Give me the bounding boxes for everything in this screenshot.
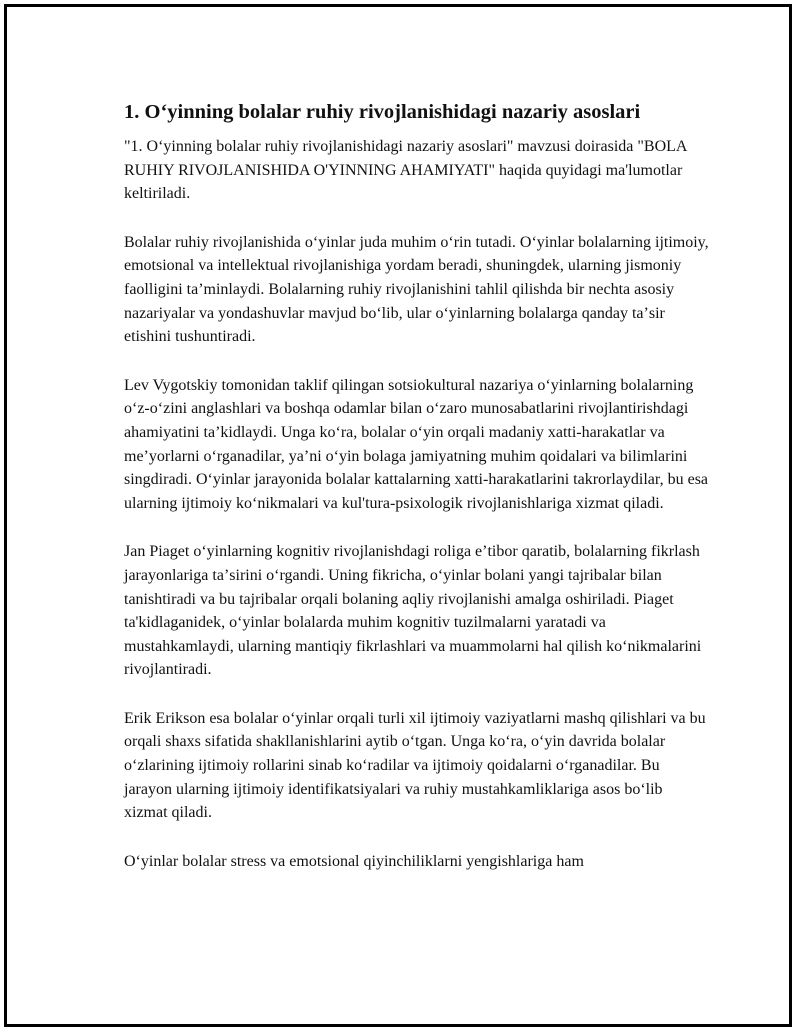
paragraph-piaget: Jan Piaget oʻyinlarning kognitiv rivojlanishdagi roliga eʼtibor qaratib, bolalarning fikrlash jarayonlariga taʼsirini oʻrgandi. Uning fikricha, oʻyinlar bolani yangi tajribalar bilan tanishtiradi va bu tajribalar orqali bolaning aqliy rivojlanishi amalga oshiriladi. Piaget ta'kidlaganidek, oʻyinlar bolalarda muhim kognitiv tuzilmalarni yaratadi va mustahkamlaydi, ularning mantiqiy fikrlashlari va muammolarni hal qilish koʻnikmalarini rivojlantiradi. (124, 543, 702, 679)
paragraph-erikson: Erik Erikson esa bolalar oʻyinlar orqali turli xil ijtimoiy vaziyatlarni mashq qilishlari va bu orqali shaxs sifatida shakllanishlarini aytib oʻtgan. Unga koʻra, oʻyin davrida bolalar oʻzlarining ijtimoiy rollarini sinab koʻradilar va ijtimoiy qoidalarni oʻrganadilar. Bu jarayon ularning ijtimoiy identifikatsiyalari va ruhiy mustahkamliklariga asos boʻlib xizmat qiladi. (124, 709, 706, 822)
paragraph-intro: "1. Oʻyinning bolalar ruhiy rivojlanishidagi nazariy asoslari" mavzusi doirasida "BOLA RUHIY RIVOJLANISHIDA O'YINNING AHAMIYATI" haqida quyidagi ma'lumotlar keltiriladi. (124, 138, 687, 203)
paragraph-stress: Oʻyinlar bolalar stress va emotsional qiyinchiliklarni yengishlariga ham (124, 852, 584, 870)
paragraph-vygotsky: Lev Vygotskiy tomonidan taklif qilingan sotsiokultural nazariya oʻyinlarning bolalarning oʻz-oʻzini anglashlari va boshqa odamlar bilan oʻzaro munosabatlarini rivojlantirishdagi ahamiyatini taʼkidlaydi. Unga koʻra, bolalar oʻyin orqali madaniy xatti-harakatlar va meʼyorlarni oʻrganadilar, yaʼni oʻyin bolaga jamiyatning muhim qoidalari va bilimlarini singdiradi. Oʻyinlar jarayonida bolalar kattalarning xatti-harakatlarini takrorlaydilar, bu esa ularning ijtimoiy koʻnikmalari va kul'tura-psixologik rivojlanishlariga xizmat qiladi. (124, 376, 709, 512)
document-body (124, 99, 709, 898)
page-title: 1. Oʻyinning bolalar ruhiy rivojlanishidagi nazariy asoslari (124, 101, 641, 123)
paragraph-overview: Bolalar ruhiy rivojlanishida oʻyinlar juda muhim oʻrin tutadi. Oʻyinlar bolalarning ijtimoiy, emotsional va intellektual rivojlanishiga yordam beradi, shuningdek, ularning jismoniy faolligini taʼminlaydi. Bolalarning ruhiy rivojlanishini tahlil qilishda bir nechta asosiy nazariyalar va yondashuvlar mavjud boʻlib, ular oʻyinlarning bolalarga qanday taʼsir etishini tushuntiradi. (124, 233, 709, 346)
page-frame (4, 4, 792, 1027)
